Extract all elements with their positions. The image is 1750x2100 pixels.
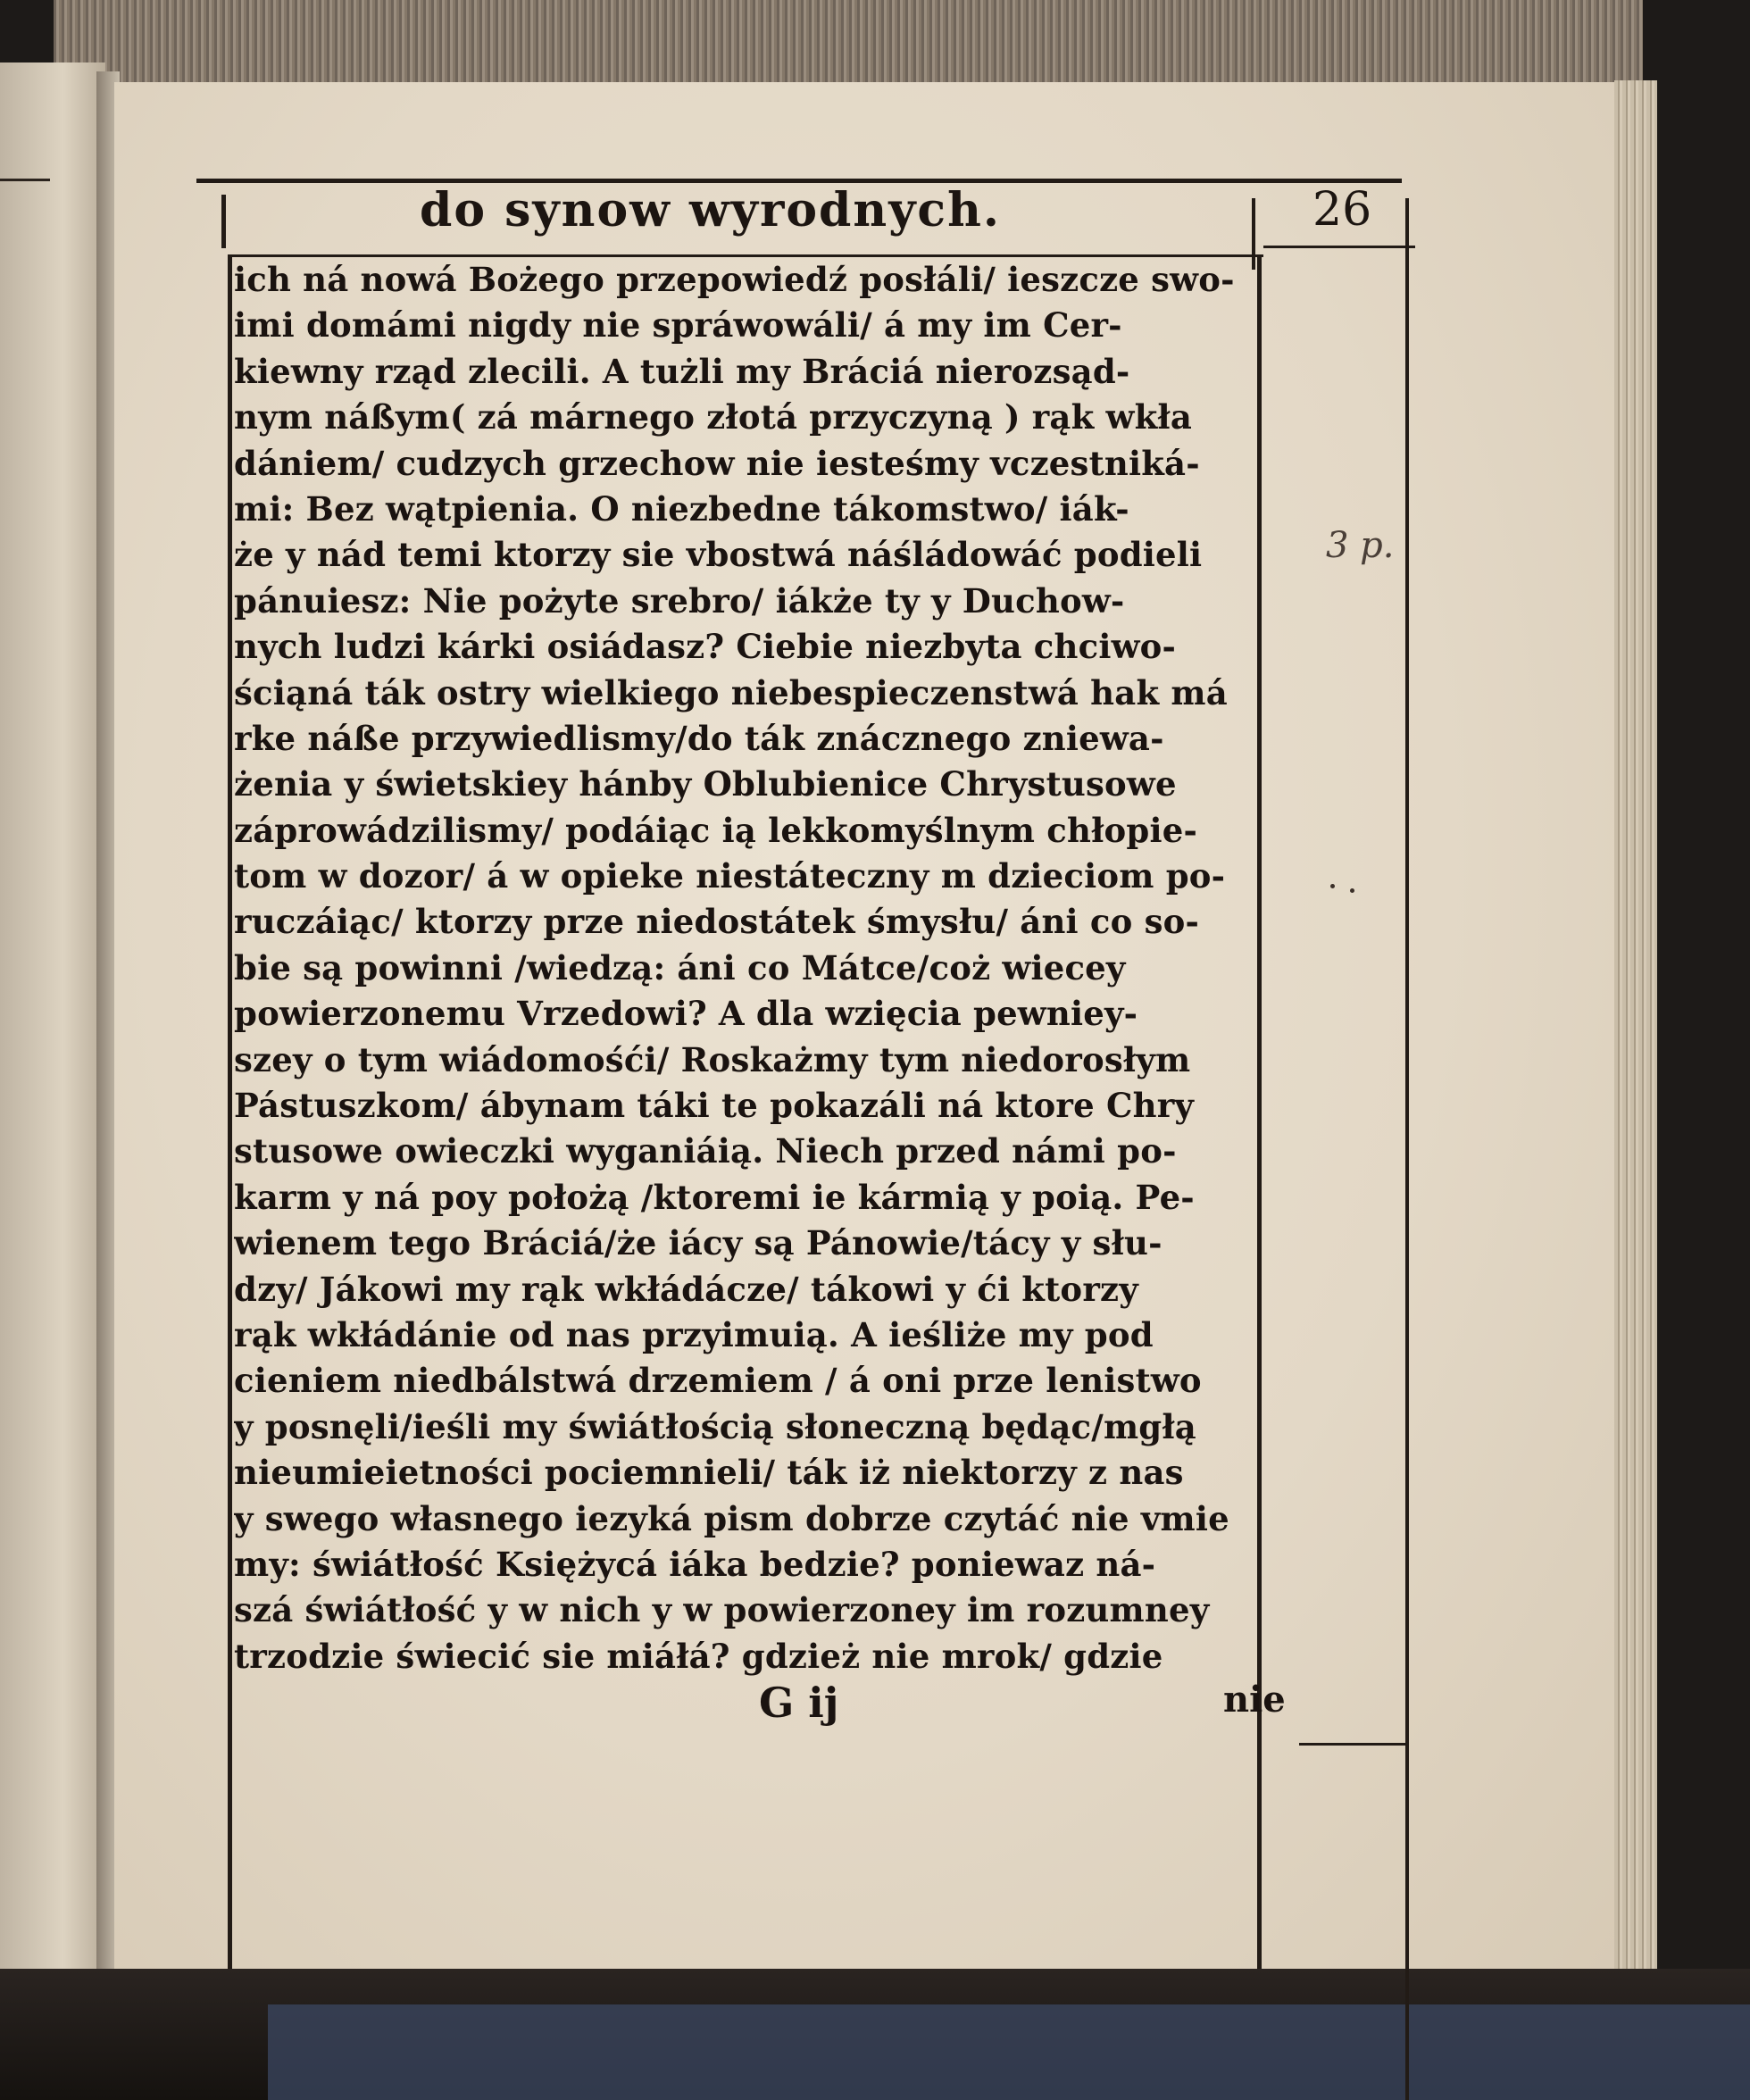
text-line: karm y ná poy położą /ktoremi ie kármią y poią. Pe- xyxy=(234,1177,1195,1217)
text-line: ruczáiąc/ ktorzy prze niedostátek śmysłu/ áni co so- xyxy=(234,902,1200,942)
page-number-underline xyxy=(1263,246,1415,248)
text-line: Pástuszkom/ ábynam táki te pokazáli ná ktore Chry xyxy=(234,1086,1195,1126)
text-line: rąk wkłádánie od nas przyimuią. A ieśliże my pod xyxy=(234,1314,1154,1354)
frame-rule-head-left xyxy=(221,195,226,248)
left-page-fragment xyxy=(0,62,105,1982)
text-line: y swego własnego iezyká pism dobrze czytáć nie vmie xyxy=(234,1498,1229,1538)
running-heading: do synow wyrodnych. xyxy=(420,183,1002,238)
text-line: my: świátłość Księżycá iáka bedzie? poniewaz ná- xyxy=(234,1544,1156,1584)
catchword: nie xyxy=(1223,1679,1286,1721)
binding-cloth xyxy=(268,2004,1750,2100)
text-line: dzy/ Jákowi my rąk wkłádácze/ tákowi y ći ktorzy xyxy=(234,1269,1138,1309)
text-line: pánuiesz: Nie pożyte srebro/ iákże ty y Duchow- xyxy=(234,580,1125,621)
frame-rule-left xyxy=(228,254,232,1969)
text-line: ściąná ták ostry wielkiego niebespieczenstwá hak má xyxy=(234,672,1228,712)
text-line: żenia y świetskiey hánby Oblubienice Chrystusowe xyxy=(234,764,1177,804)
margin-rule-bottom xyxy=(1299,1743,1406,1746)
text-line: bie są powinni /wiedzą: áni co Mátce/coż wiecey xyxy=(234,947,1126,988)
book-binding xyxy=(0,1969,1750,2100)
page-number: 26 xyxy=(1312,183,1372,237)
text-line: kiewny rząd zlecili. A tużli my Bráciá nierozsąd- xyxy=(234,351,1130,391)
text-line: ich ná nowá Bożego przepowiedź posłáli/ ieszcze swo- xyxy=(234,260,1235,299)
text-line: powierzonemu Vrzedowi? A dla wzięcia pewniey- xyxy=(234,994,1138,1034)
text-line: trzodzie świecić sie miáłá? gdzież nie mrok/ gdzie xyxy=(234,1636,1163,1676)
frame-rule-outer-right xyxy=(1405,198,1409,2100)
ink-speck xyxy=(1330,884,1335,888)
text-line: cieniem niedbálstwá drzemiem / á oni prze lenistwo xyxy=(234,1361,1202,1401)
text-line: szá świátłość y w nich y w powierzoney im rozumney xyxy=(234,1590,1210,1630)
text-line: nieumieietności pociemnieli/ ták iż niektorzy z nas xyxy=(234,1453,1184,1493)
text-line: y posnęli/ieśli my świátłością słoneczną będąc/mgłą xyxy=(234,1406,1196,1446)
body-text xyxy=(234,257,1252,1679)
text-line: mi: Bez wątpienia. O niezbedne tákomstwo/ iák- xyxy=(234,488,1129,529)
text-line: stusowe owieczki wyganiáią. Niech przed námi po- xyxy=(234,1131,1177,1171)
frame-rule-head-divider xyxy=(1252,198,1255,270)
text-line: imi domámi nigdy nie spráwowáli/ á my im Cer- xyxy=(234,305,1122,346)
left-page-rule xyxy=(0,179,50,181)
text-line: nych ludzi kárki osiádasz? Ciebie niezbyta chciwo- xyxy=(234,627,1177,667)
text-line: szey o tym wiádomośći/ Roskażmy tym niedorosłym xyxy=(234,1039,1191,1079)
book-page-edges-top xyxy=(54,0,1643,92)
handwritten-margin-note: 3 p. xyxy=(1326,525,1395,566)
signature-mark: G ij xyxy=(759,1679,839,1727)
text-line: dániem/ cudzych grzechow nie iesteśmy vczestniká- xyxy=(234,443,1200,483)
text-line: wienem tego Bráciá/że iácy są Pánowie/tácy y słu- xyxy=(234,1223,1162,1263)
text-line: że y nád temi ktorzy sie vbostwá náśládowáć podieli xyxy=(234,535,1203,575)
text-line: záprowádzilismy/ podáiąc ią lekkomyślnym chłopie- xyxy=(234,810,1198,850)
ink-speck xyxy=(1350,888,1354,893)
text-line: tom w dozor/ á w opieke niestáteczny m dzieciom po- xyxy=(234,856,1226,896)
text-line: rke náße przywiedlismy/do ták znácznego zniewa- xyxy=(234,718,1164,758)
page-fore-edge xyxy=(1614,80,1657,1973)
text-line: nym náßym( zá márnego złotá przyczyną ) rąk wkła xyxy=(234,397,1193,438)
